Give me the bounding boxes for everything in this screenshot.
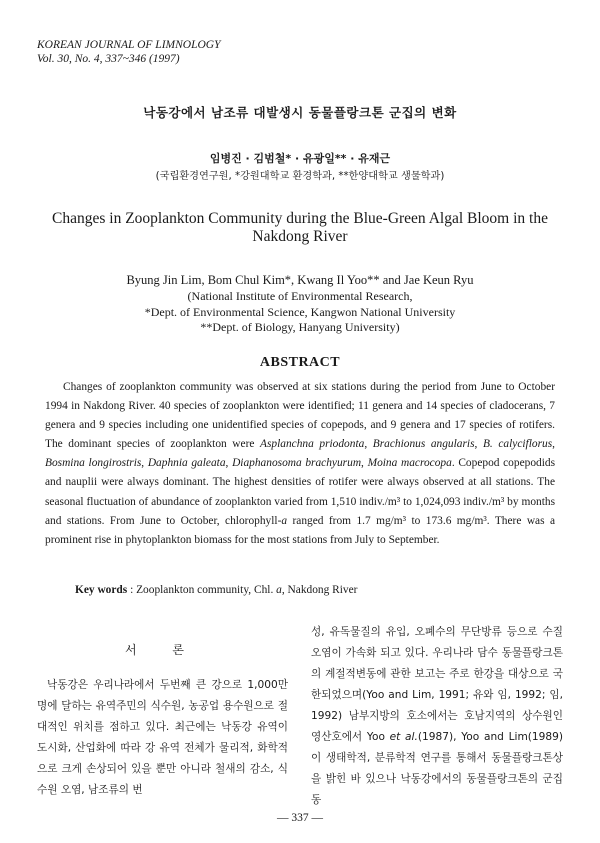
affiliation-line-2: *Dept. of Environmental Science, Kangwon National University bbox=[144, 304, 456, 319]
intro-left-column bbox=[37, 640, 288, 801]
abstract-text: . Copepod copepodids and nauplii were always dominant. The highest densities of rotifer were always observed at all stations. The seasonal fluctuation of abundance of zooplankton varied from 1,510 indiv./m³ to 1,024,093 indiv./m³ by months and stations. From June to October, chlorophyll- bbox=[45, 457, 556, 527]
korean-authors: 임병진 · 김범철* · 유광일** · 유재근 bbox=[209, 152, 391, 165]
intro-left-paragraph: 낙동강은 우리나라에서 두번째 큰 강으로 1,000만명에 달하는 유역주민의 식수원, 농공업 용수원으로 절대적인 위치를 점하고 있다. 최근에는 낙동강 유역이 도시화, 산업화에 따라 강 유역 전체가 물리적, 화학적으로 크게 손상되어 있을 뿐만 아니라 철새의 감소, 식수원 오염, 남조류의 번 bbox=[37, 679, 288, 796]
journal-issue: Vol. 30, No. 4, 337~346 (1997) bbox=[37, 53, 180, 65]
keywords-label: Key words bbox=[75, 584, 128, 596]
species-name: Daphnia galeata bbox=[147, 457, 226, 470]
abstract-separator: , bbox=[552, 438, 555, 451]
species-name: Moina macrocopa bbox=[367, 457, 452, 470]
abstract-separator: , bbox=[225, 457, 233, 470]
intro-right-paragraph bbox=[311, 622, 563, 811]
species-name: Bosmina longirostris bbox=[45, 457, 142, 470]
abstract-separator: , bbox=[361, 457, 368, 470]
keywords-text: Zooplankton community, Chl. bbox=[136, 584, 277, 596]
abstract-heading: ABSTRACT bbox=[259, 355, 341, 370]
intro-right-column bbox=[311, 622, 563, 811]
species-name: Asplanchna priodonta bbox=[260, 438, 365, 451]
korean-title: 낙동강에서 남조류 대발생시 동물플랑크톤 군집의 변화 bbox=[143, 105, 457, 120]
journal-header bbox=[37, 38, 220, 66]
affiliation-line-1: (National Institute of Environmental Research, bbox=[187, 289, 413, 303]
english-affiliation bbox=[0, 289, 600, 336]
page-number: — 337 — bbox=[277, 812, 323, 824]
species-name: B. calyciflorus bbox=[482, 438, 553, 451]
intro-heading: 서 론 bbox=[125, 643, 200, 657]
english-authors: Byung Jin Lim, Bom Chul Kim*, Kwang Il Yoo** and Jae Keun Ryu bbox=[126, 273, 474, 287]
abstract-paragraph bbox=[45, 378, 555, 550]
abstract-separator: , bbox=[364, 438, 373, 451]
abstract-text: ranged from 1.7 mg/m³ to 173.6 mg/m³. There was a prominent rise in phytoplankton biomass for the most stations from July to September. bbox=[45, 514, 555, 546]
abstract-body bbox=[45, 378, 555, 550]
korean-affiliation: (국립환경연구원, *강원대학교 환경학과, **한양대학교 생물학과) bbox=[155, 171, 445, 182]
affiliation-line-3: **Dept. of Biology, Hanyang University) bbox=[200, 320, 400, 334]
keywords-text: , Nakdong River bbox=[281, 584, 358, 596]
abstract-separator: , bbox=[474, 438, 483, 451]
species-name: Diaphanosoma brachyurum bbox=[232, 457, 362, 470]
abstract-separator: , bbox=[141, 457, 148, 470]
chlorophyll-a-symbol: a bbox=[281, 514, 288, 527]
abstract-text: Changes of zooplankton community was observed at six stations during the period from June to October 1994 in Nakdong River. 40 species of zooplankton were identified; 11 genera and 14 species of cladocerans, 7 genera and 9 species including one unidentified species of copepods, and 9 genera and 17 species of rotifers. The dominant species of zooplankton were bbox=[45, 381, 555, 451]
intro-right-text: 성, 유독물질의 유입, 오폐수의 무단방류 등으로 수질오염이 가속화 되고 있다. 우리나라 담수 동물플랑크톤의 계절적변동에 관한 보고는 주로 한강을 대상으로 국한되었으며(Yoo and Lim, 1991; 유와 임, 1992; 임, 1992) 남부지방의 호소에서는 호남지역의 상수원인 영산호에서 Yoo bbox=[311, 626, 563, 743]
keywords-line bbox=[75, 584, 357, 596]
species-name: Brachionus angularis bbox=[372, 438, 475, 451]
english-title: Changes in Zooplankton Community during the Blue-Green Algal Bloom in the Nakdong River bbox=[52, 210, 548, 245]
keywords-italic-a: a bbox=[276, 584, 282, 596]
keywords-colon: : bbox=[127, 584, 137, 596]
intro-right-text: (1987), Yoo and Lim(1989)이 생태학적, 분류학적 연구를 통해서 동물플랑크톤상을 밝힌 바 있으나 낙동강에서의 동물플랑크톤의 군집 동 bbox=[311, 731, 564, 806]
journal-name: KOREAN JOURNAL OF LIMNOLOGY bbox=[37, 39, 221, 51]
et-al: et al. bbox=[389, 731, 418, 743]
